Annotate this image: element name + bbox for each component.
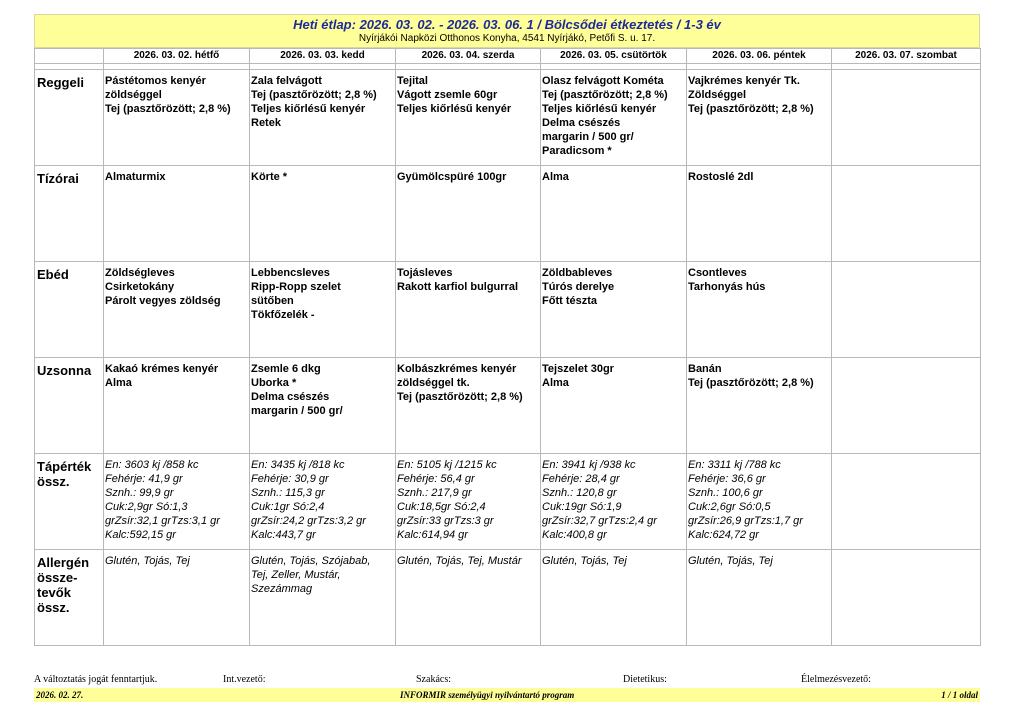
menu-line: Tejital	[397, 75, 428, 87]
menu-cell	[396, 166, 541, 262]
day-header: 2026. 03. 07. szombat	[832, 49, 981, 64]
menu-cell	[396, 550, 541, 646]
menu-line: Tökfőzelék -	[251, 309, 315, 321]
meal-label	[35, 358, 104, 454]
menu-header	[34, 14, 980, 48]
menu-cell	[396, 262, 541, 358]
menu-cell	[104, 262, 250, 358]
menu-cell	[396, 70, 541, 166]
menu-line: Teljes kiőrlésű kenyér	[251, 103, 366, 115]
menu-line: zöldséggel tk.	[397, 377, 470, 389]
menu-cell	[541, 262, 687, 358]
menu-cell	[832, 454, 981, 550]
menu-line: Retek	[251, 117, 281, 129]
menu-line: Csirketokány	[105, 281, 175, 293]
menu-cell	[832, 550, 981, 646]
menu-cell	[541, 454, 687, 550]
menu-line: Lebbencsleves	[251, 267, 330, 279]
footer-bar	[34, 688, 980, 702]
menu-line: Tej (pasztőrözött; 2,8 %)	[688, 377, 814, 389]
menu-line: Fehérje: 36,6 gr	[688, 473, 766, 485]
menu-line: Tejszelet 30gr	[542, 363, 614, 375]
meal-label	[35, 166, 104, 262]
menu-line: Kakaó krémes kenyér	[105, 363, 219, 375]
menu-cell	[687, 550, 832, 646]
menu-line: margarin / 500 gr/	[251, 405, 343, 417]
menu-line: grZsír:32,7 grTzs:2,4 gr	[542, 515, 657, 527]
menu-line: Alma	[105, 377, 132, 389]
menu-line: Glutén, Tojás, Tej	[542, 555, 627, 567]
elelmezes-label: Élelmezésvezető:	[801, 674, 871, 685]
menu-line: Zsemle 6 dkg	[251, 363, 321, 375]
day-header-row	[35, 49, 981, 64]
menu-cell	[104, 166, 250, 262]
menu-cell	[396, 358, 541, 454]
menu-line: En: 3941 kj /938 kc	[542, 459, 636, 471]
menu-line: grZsír:33 grTzs:3 gr	[397, 515, 494, 527]
intvezeto-label: Int.vezető:	[223, 674, 266, 685]
menu-line: Zöldséggel	[688, 89, 747, 101]
menu-line: Alma	[542, 377, 569, 389]
menu-line: Párolt vegyes zöldség	[105, 295, 221, 307]
menu-line: Tojásleves	[397, 267, 453, 279]
menu-line: Kalc:443,7 gr	[251, 529, 316, 541]
menu-line: Almaturmix	[105, 171, 166, 183]
meal-label-line: Allergén	[37, 555, 90, 570]
menu-line: Vágott zsemle 60gr	[397, 89, 498, 101]
menu-line: grZsír:32,1 grTzs:3,1 gr	[105, 515, 220, 527]
menu-line: Rostoslé 2dl	[688, 171, 754, 183]
menu-line: En: 5105 kj /1215 kc	[397, 459, 497, 471]
menu-line: Zöldségleves	[105, 267, 175, 279]
kitchen-address: Nyírjákói Napközi Otthonos Konyha, 4541 Nyírjákó, Petőfi S. u. 17.	[358, 33, 656, 44]
menu-line: Delma csészés	[251, 391, 330, 403]
menu-line: Sznh.: 115,3 gr	[251, 487, 325, 499]
menu-line: Glutén, Tojás, Tej, Mustár	[397, 555, 522, 567]
menu-line: Tej (pasztőrözött; 2,8 %)	[688, 103, 814, 115]
day-header: 2026. 03. 02. hétfő	[104, 49, 250, 64]
menu-line: Teljes kiőrlésű kenyér	[542, 103, 657, 115]
menu-cell	[104, 454, 250, 550]
print-date: 2026. 02. 27.	[36, 690, 84, 700]
menu-line: Ripp-Ropp szelet	[251, 281, 341, 293]
menu-line: Pástétomos kenyér	[105, 75, 206, 87]
page-number: 1 / 1 oldal	[941, 690, 978, 700]
menu-cell	[104, 550, 250, 646]
menu-line: Túrós derelye	[542, 281, 615, 293]
menu-line: Sznh.: 100,6 gr	[688, 487, 763, 499]
meal-label-line: össz.	[37, 474, 70, 489]
menu-line: grZsír:24,2 grTzs:3,2 gr	[251, 515, 366, 527]
menu-line: Cuk:1gr Só:2,4	[251, 501, 325, 513]
menu-line: Csontleves	[688, 267, 747, 279]
menu-line: Alma	[542, 171, 569, 183]
szakacs-label: Szakács:	[416, 674, 451, 685]
menu-title: Heti étlap: 2026. 03. 02. - 2026. 03. 06. 1 / Bölcsődei étkeztetés / 1-3 év	[293, 17, 721, 32]
menu-line: Sznh.: 99,9 gr	[105, 487, 174, 499]
menu-line: Zöldbableves	[542, 267, 613, 279]
day-header: 2026. 03. 03. kedd	[250, 49, 396, 64]
meal-label-line: Uzsonna	[37, 363, 92, 378]
menu-cell	[250, 262, 396, 358]
menu-line: Vajkrémes kenyér Tk.	[688, 75, 800, 87]
menu-cell	[104, 358, 250, 454]
menu-cell	[832, 166, 981, 262]
meal-label-line: össz.	[37, 600, 70, 615]
menu-cell	[832, 358, 981, 454]
menu-line: Főtt tészta	[542, 295, 597, 307]
reserve-note: A változtatás jogát fenntartjuk.	[34, 674, 158, 685]
menu-line: zöldséggel	[105, 89, 162, 101]
menu-line: Delma csészés	[542, 117, 621, 129]
menu-line: En: 3311 kj /788 kc	[688, 459, 781, 471]
menu-line: Kalc:614,94 gr	[397, 529, 468, 541]
menu-line: Sznh.: 120,8 gr	[542, 487, 617, 499]
corner-cell	[35, 49, 104, 64]
meal-label-line: Tízórai	[37, 171, 79, 186]
menu-line: En: 3603 kj /858 kc	[105, 459, 199, 471]
meal-label-line: tevők	[37, 585, 71, 600]
menu-line: Cuk:19gr Só:1,9	[542, 501, 622, 513]
meal-row	[35, 70, 981, 166]
menu-cell	[104, 70, 250, 166]
menu-line: Glutén, Tojás, Tej	[688, 555, 773, 567]
menu-line: Teljes kiőrlésű kenyér	[397, 103, 512, 115]
dietetikus-label: Dietetikus:	[623, 674, 667, 685]
menu-line: sütőben	[251, 295, 294, 307]
menu-line: Fehérje: 56,4 gr	[397, 473, 475, 485]
meal-label-line: Tápérték	[37, 459, 92, 474]
menu-cell	[687, 358, 832, 454]
menu-line: Körte *	[251, 171, 288, 183]
menu-line: Glutén, Tojás, Tej	[105, 555, 190, 567]
menu-cell	[541, 550, 687, 646]
meal-row	[35, 358, 981, 454]
meal-row	[35, 550, 981, 646]
menu-line: Tej, Zeller, Mustár,	[251, 569, 341, 581]
day-header: 2026. 03. 04. szerda	[396, 49, 541, 64]
day-header: 2026. 03. 06. péntek	[687, 49, 832, 64]
menu-line: Tarhonyás hús	[688, 281, 766, 293]
meal-label-line: Ebéd	[37, 267, 69, 282]
menu-cell	[396, 454, 541, 550]
menu-line: Rakott karfiol bulgurral	[397, 281, 519, 293]
menu-cell	[541, 358, 687, 454]
menu-line: Glutén, Tojás, Szójabab,	[251, 555, 371, 567]
menu-line: Cuk:18,5gr Só:2,4	[397, 501, 486, 513]
menu-line: Fehérje: 41,9 gr	[105, 473, 183, 485]
menu-cell	[250, 550, 396, 646]
program-name: INFORMIR személyügyi nyilvántartó program	[400, 690, 575, 700]
menu-line: Fehérje: 28,4 gr	[542, 473, 620, 485]
menu-line: Fehérje: 30,9 gr	[251, 473, 329, 485]
meal-label	[35, 550, 104, 646]
menu-line: Tej (pasztőrözött; 2,8 %)	[397, 391, 523, 403]
menu-cell	[687, 262, 832, 358]
menu-line: Szezámmag	[251, 583, 313, 595]
meal-label	[35, 262, 104, 358]
meal-row	[35, 262, 981, 358]
menu-line: Uborka *	[251, 377, 297, 389]
menu-line: Cuk:2,9gr Só:1,3	[105, 501, 188, 513]
meal-row	[35, 166, 981, 262]
menu-cell	[250, 358, 396, 454]
menu-cell	[687, 454, 832, 550]
menu-line: Tej (pasztőrözött; 2,8 %)	[105, 103, 231, 115]
menu-line: Gyümölcspüré 100gr	[397, 171, 507, 183]
menu-line: Olasz felvágott Kométa	[542, 75, 664, 87]
menu-line: Kalc:592,15 gr	[105, 529, 176, 541]
meal-label-line: össze-	[37, 570, 78, 585]
menu-cell	[687, 70, 832, 166]
menu-cell	[541, 70, 687, 166]
meal-label	[35, 454, 104, 550]
menu-cell	[687, 166, 832, 262]
menu-line: Cuk:2,6gr Só:0,5	[688, 501, 771, 513]
menu-line: Kolbászkrémes kenyér	[397, 363, 517, 375]
menu-line: Tej (pasztőrözött; 2,8 %)	[251, 89, 377, 101]
day-header: 2026. 03. 05. csütörtök	[541, 49, 687, 64]
menu-line: Sznh.: 217,9 gr	[397, 487, 472, 499]
menu-line: Kalc:624,72 gr	[688, 529, 759, 541]
menu-line: Tej (pasztőrözött; 2,8 %)	[542, 89, 668, 101]
menu-cell	[250, 454, 396, 550]
menu-cell	[832, 70, 981, 166]
menu-line: Zala felvágott	[251, 75, 322, 87]
signature-line	[34, 674, 980, 688]
menu-cell	[541, 166, 687, 262]
menu-cell	[250, 166, 396, 262]
meal-label-line: Reggeli	[37, 75, 84, 90]
menu-line: Paradicsom *	[542, 145, 612, 157]
menu-line: margarin / 500 gr/	[542, 131, 634, 143]
menu-line: Kalc:400,8 gr	[542, 529, 607, 541]
menu-line: Banán	[688, 363, 722, 375]
meal-row	[35, 454, 981, 550]
menu-line: En: 3435 kj /818 kc	[251, 459, 345, 471]
menu-line: grZsír:26,9 grTzs:1,7 gr	[688, 515, 803, 527]
meal-label	[35, 70, 104, 166]
weekly-menu-table	[34, 48, 981, 646]
menu-cell	[250, 70, 396, 166]
menu-cell	[832, 262, 981, 358]
